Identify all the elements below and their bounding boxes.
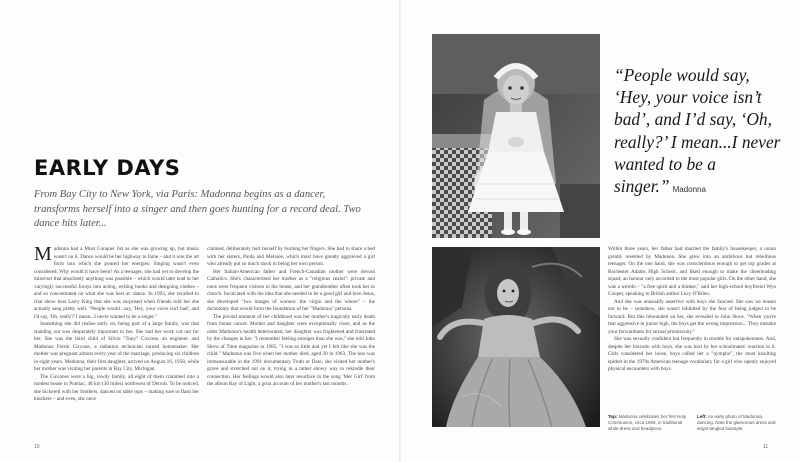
body-paragraph: The pivotal moment of her childhood was her mother's tragically early death from breast cancer. Mother and daughter were exceptionally close, and as the older Madonna's health deteriorated, her daughter was frightened and frustrated by the changes in her. "I remember feeling stronger than she was," she told John Skow of Time magazine in 1985. "I was so little and yet I felt like she was the child." Madonna was five when her mother died, aged 30 in 1963. The loss was immeasurable in the 1991 documentary Truth or Dare, she visited her mother's grave and stretched out on it, trying in a rather showy way to rekindle their connection. Her feelings would also later resurface in the song 'Mer Girl' from the album Ray of Light, a grim account of her mother's last months. bbox=[207, 313, 375, 387]
caption-left: Left: An early photo of Madonna, dancing. Note the glamorous dress and angst-tangled hairstyle. bbox=[697, 414, 776, 431]
body-paragraph: Madonna had a Most Conquer list as she was growing up, but music wasn't on it. Dance would be her highway to fame – and it was the art form into which she poured her energies. Singing wasn't even considered. Why would it have been? As a teenager, she had yet to develop the mind-set that absolutely anything was possible – which would later lead to her varyingly successful forays into acting, writing books and designing clothes – and so concentrated on what she was best at: dance. In 1993, she recalled to chat show host Larry King that she was surprised when friends told her she actually sang pretty well. "People would ..say, 'Hey, your voice isn't bad', and I'd say, 'Oh, really?' I mean...I never wanted to be a singer." bbox=[34, 243, 199, 320]
body-paragraph: She was sexually confident but frequently in trouble for outspokenness. And, despite her bravado with boys, she was hurt by her schoolmates' reaction to it. Girls considered her loose, boys called her a "nympho", the most insulting epithet in the 1970s American teenage vocabulary for a girl who openly enjoyed physical encounters with boys. bbox=[608, 336, 776, 372]
body-paragraph: Something she did realise early on, being part of a large family, was that standing out was desperately important to her. She had her work cut out for her. She was the third child of Silvio "Tony" Ciccone, an engineer, and Madonna Fortin Ciccone, a radiation technician turned homemaker. Her mother was pregnant almost every year of the marriage, producing six children in eight years. Madonna, their first daughter, arrived on August 16, 1958, while her mother was visiting her parents in Bay City, Michigan. bbox=[34, 321, 199, 372]
page-number-left: 10 bbox=[34, 444, 40, 450]
holy-communion-photo-illustration bbox=[432, 34, 600, 238]
caption-top: Top: Madonna celebrates her first Holy Communion, circa 1965, in traditional white dress and headpiece. bbox=[608, 414, 686, 431]
drop-cap: M bbox=[34, 243, 52, 265]
body-paragraph: Her Italian-American father and French-Canadian mother were devout Catholics. She's characterised her mother as a "religious zealot": private and nuns were frequent visitors to the house, and her grandmother often took her to church. Inculcated with the idea that she needed to be a good girl and love Jesus, she developed "two images of women: the virgin and the whore" – the dichotomy that would form the foundation of her "Madonna" persona. bbox=[207, 268, 375, 312]
photo-holy-communion bbox=[432, 34, 600, 238]
body-column-3 bbox=[608, 246, 776, 374]
body-paragraph: The Ciccones were a big, rowdy family, all eight of them crammed into a modest house in Pontiac, 48 km (30 miles) northwest of Detroit. To be noticed, she bickered with her brothers, danced on table tops – making sure to flash her knickers – and even, she once bbox=[34, 373, 199, 402]
standfirst: From Bay City to New York, via Paris: Madonna begins as a dancer, transforms herself into a singer and then goes hunting for a record deal. Two dance hits later... bbox=[34, 189, 361, 229]
page-number-right: 11 bbox=[763, 444, 769, 450]
section-title: EARLY DAYS bbox=[34, 156, 181, 180]
photo-dancing bbox=[432, 247, 600, 427]
body-paragraph: And she was unusually assertive with boys she fancied. She saw no reason not to be – somehow, she wasn't inhibited by the fear of being judged to be forward. But this rebounded on her, she revealed to John Skow. "When you're that aggressive in junior high, the boys get the wrong impression... They mistake your forwardness for sexual promiscuity." bbox=[608, 298, 776, 335]
photo-captions bbox=[608, 414, 778, 432]
body-column-1 bbox=[34, 243, 199, 404]
dancing-photo-illustration bbox=[432, 247, 600, 427]
pull-quote bbox=[614, 64, 790, 201]
body-column-2 bbox=[207, 246, 375, 389]
body-paragraph: Within three years, her father had married the family's housekeeper, a union greatly resented by Madonna. She grew into an ambitious but rebellious teenager. On the one hand, she was conscientious enough to get top grades at Rochester Adams High School, and liked enough to make the cheerleading squad; an honour only accorded to the most popular girls. On the other hand, she was a weirdo – "a free spirit and a thinker," said her high-school boyfriend Wyn Cooper, speaking in British author Lucy O'Brien. bbox=[608, 246, 776, 297]
quote-attribution: Madonna bbox=[672, 185, 706, 195]
quote-text: “People would say, ‘Hey, your voice isn’t bad’, and I’d say, ‘Oh, really?’ I mean...I never wanted to be a singer.” bbox=[614, 65, 781, 197]
page-gutter bbox=[399, 0, 401, 462]
body-paragraph: claimed, deliberately hurt herself by burning her fingers. She had to share a bed with her sisters, Paula and Melanie, which must have greatly aggrieved a girl who already put so much stock in being her own person. bbox=[207, 246, 375, 267]
